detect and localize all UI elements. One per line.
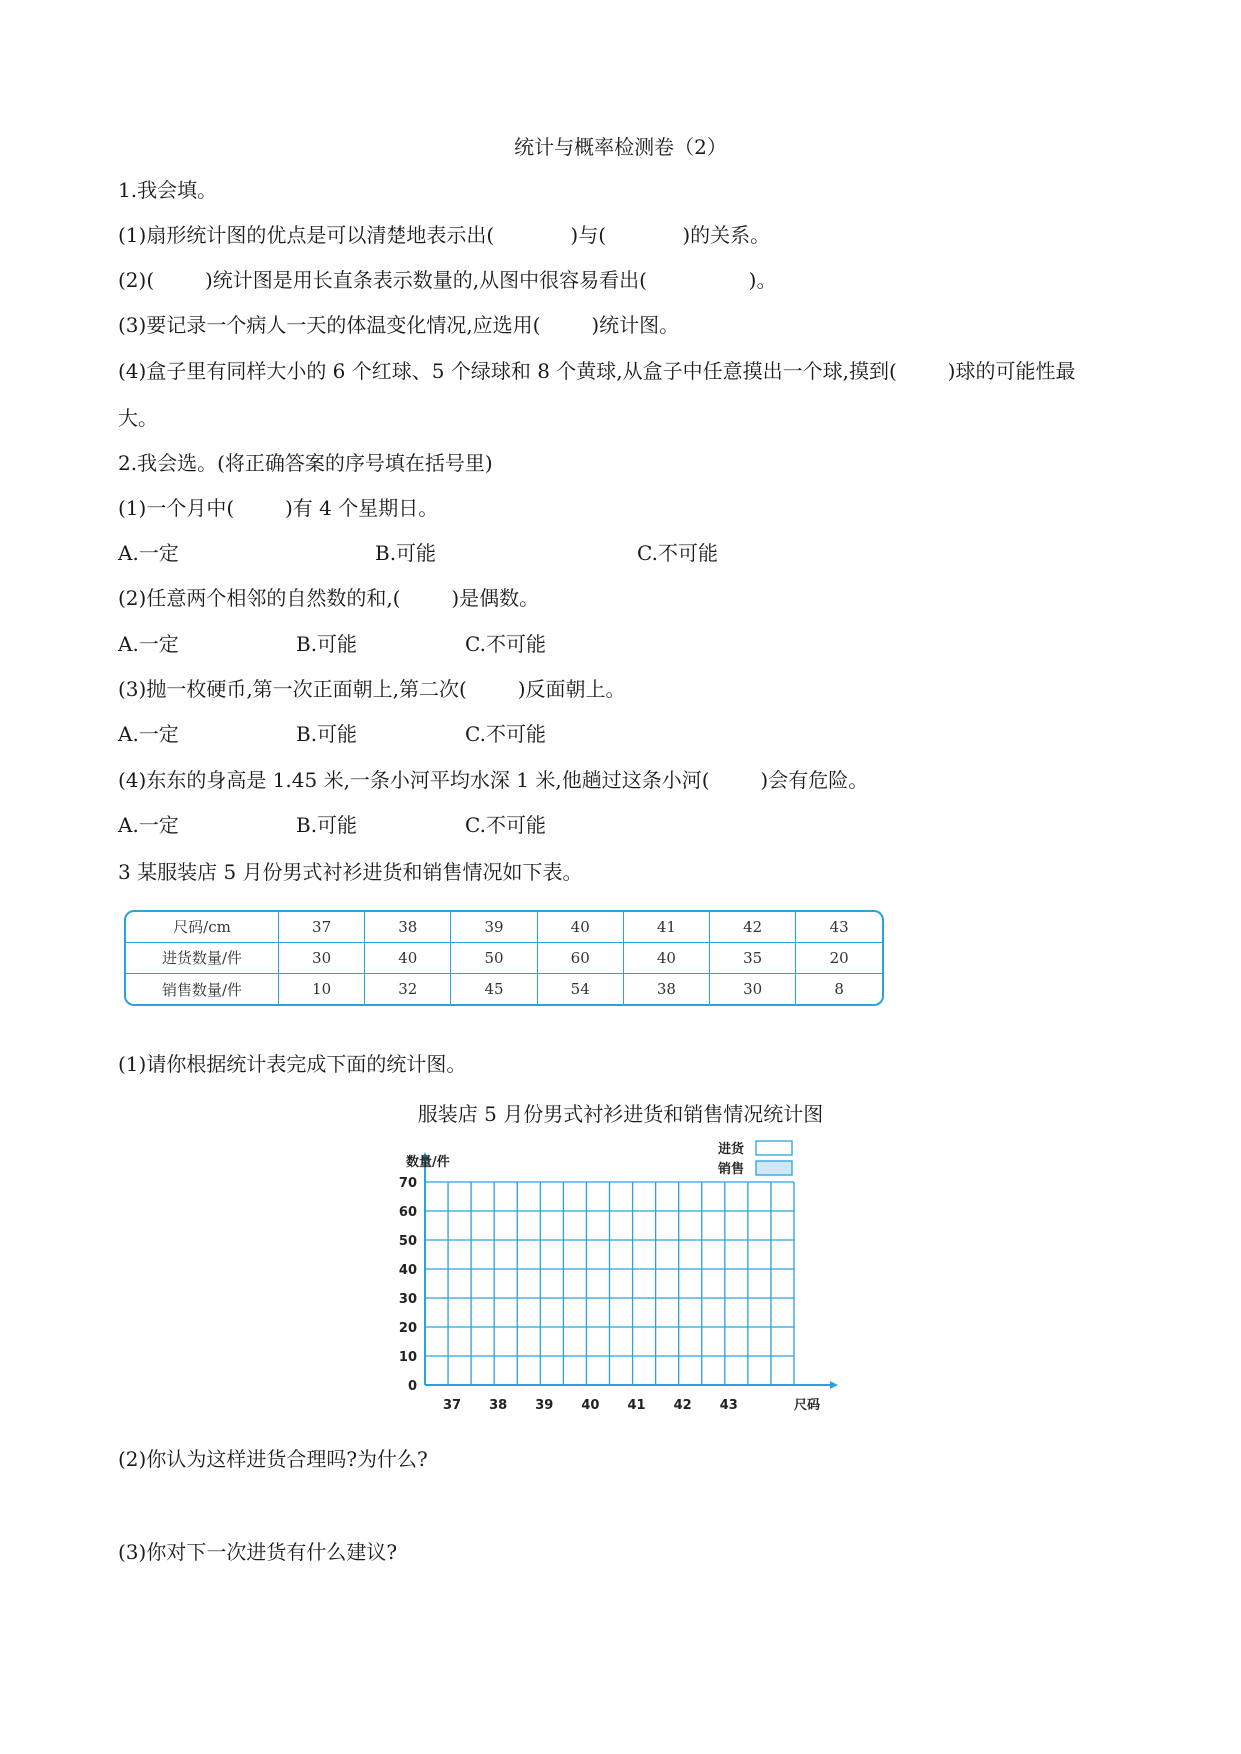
table-cell: 8 [796, 974, 882, 1004]
option-c: C.不可能 [465, 722, 546, 746]
option-b: B.可能 [375, 541, 437, 565]
table-cell: 40 [623, 942, 709, 973]
option-a: A.一定 [118, 813, 179, 837]
section3-heading: 3 某服装店 5 月份男式衬衫进货和销售情况如下表。 [118, 860, 583, 884]
x-axis-title: 尺码 [794, 1398, 821, 1413]
option-a: A.一定 [118, 722, 179, 746]
question-1-4-cont: 大。 [118, 406, 158, 430]
legend-swatch [756, 1141, 792, 1155]
question-2-4: (4)东东的身高是 1.45 米,一条小河平均水深 1 米,他趟过这条小河( )会有危险。 [118, 768, 869, 792]
table-cell: 54 [537, 974, 623, 1004]
question-1-2: (2)( )统计图是用长直条表示数量的,从图中很容易看出( )。 [118, 268, 777, 292]
option-b: B.可能 [296, 722, 358, 746]
y-tick-label: 10 [398, 1350, 417, 1365]
question-1-3: (3)要记录一个病人一天的体温变化情况,应选用( )统计图。 [118, 313, 680, 337]
option-c: C.不可能 [465, 813, 546, 837]
table-cell: 45 [451, 974, 537, 1004]
y-tick-label: 20 [398, 1321, 417, 1336]
option-c: C.不可能 [465, 632, 546, 656]
x-tick-label: 38 [489, 1398, 508, 1413]
x-tick-label: 39 [535, 1398, 554, 1413]
table-cell: 37 [279, 912, 365, 942]
x-axis-arrow [830, 1381, 838, 1389]
table-cell: 32 [365, 974, 451, 1004]
table-cell: 38 [623, 974, 709, 1004]
section2-heading: 2.我会选。(将正确答案的序号填在括号里) [118, 451, 493, 475]
table-cell: 43 [796, 912, 882, 942]
table-cell: 20 [796, 942, 882, 973]
x-tick-label: 37 [443, 1398, 462, 1413]
table-cell: 30 [710, 974, 796, 1004]
table-cell: 10 [279, 974, 365, 1004]
question-3-1: (1)请你根据统计表完成下面的统计图。 [118, 1052, 467, 1076]
table-cell: 30 [279, 942, 365, 973]
table-cell: 40 [537, 912, 623, 942]
y-tick-label: 70 [398, 1176, 417, 1191]
question-2-1: (1)一个月中( )有 4 个星期日。 [118, 496, 439, 520]
table-cell: 35 [710, 942, 796, 973]
question-3-2: (2)你认为这样进货合理吗?为什么? [118, 1447, 428, 1471]
table-cell: 39 [451, 912, 537, 942]
question-2-2: (2)任意两个相邻的自然数的和,( )是偶数。 [118, 586, 540, 610]
option-b: B.可能 [296, 632, 358, 656]
y-axis-title: 数量/件 [406, 1155, 450, 1170]
page-title: 统计与概率检测卷（2） [514, 135, 727, 159]
table-cell: 41 [623, 912, 709, 942]
y-tick-label: 50 [398, 1234, 417, 1249]
legend-label: 进货 [718, 1142, 745, 1157]
option-b: B.可能 [296, 813, 358, 837]
y-tick-label: 0 [407, 1379, 417, 1394]
row-label: 进货数量/件 [126, 942, 279, 973]
x-tick-label: 41 [627, 1398, 646, 1413]
table-cell: 38 [365, 912, 451, 942]
row-label: 尺码/cm [126, 912, 279, 942]
question-1-1: (1)扇形统计图的优点是可以清楚地表示出( )与( )的关系。 [118, 223, 771, 247]
table-cell: 60 [537, 942, 623, 973]
table-cell: 42 [710, 912, 796, 942]
option-a: A.一定 [118, 632, 179, 656]
x-tick-label: 42 [673, 1398, 692, 1413]
x-tick-label: 43 [719, 1398, 738, 1413]
question-2-3: (3)抛一枚硬币,第一次正面朝上,第二次( )反面朝上。 [118, 677, 626, 701]
chart-title: 服装店 5 月份男式衬衫进货和销售情况统计图 [417, 1102, 824, 1126]
question-1-4: (4)盒子里有同样大小的 6 个红球、5 个绿球和 8 个黄球,从盒子中任意摸出一个球,摸到( )球的可能性最 [118, 359, 1076, 383]
row-label: 销售数量/件 [126, 974, 279, 1004]
table-cell: 50 [451, 942, 537, 973]
question-3-3: (3)你对下一次进货有什么建议? [118, 1540, 398, 1564]
x-tick-label: 40 [581, 1398, 600, 1413]
option-a: A.一定 [118, 541, 179, 565]
y-tick-label: 60 [398, 1205, 417, 1220]
table-cell: 40 [365, 942, 451, 973]
legend-swatch [756, 1161, 792, 1175]
y-tick-label: 30 [398, 1292, 417, 1307]
section1-heading: 1.我会填。 [118, 178, 218, 202]
legend-label: 销售 [718, 1162, 745, 1177]
option-c: C.不可能 [637, 541, 718, 565]
y-tick-label: 40 [398, 1263, 417, 1278]
